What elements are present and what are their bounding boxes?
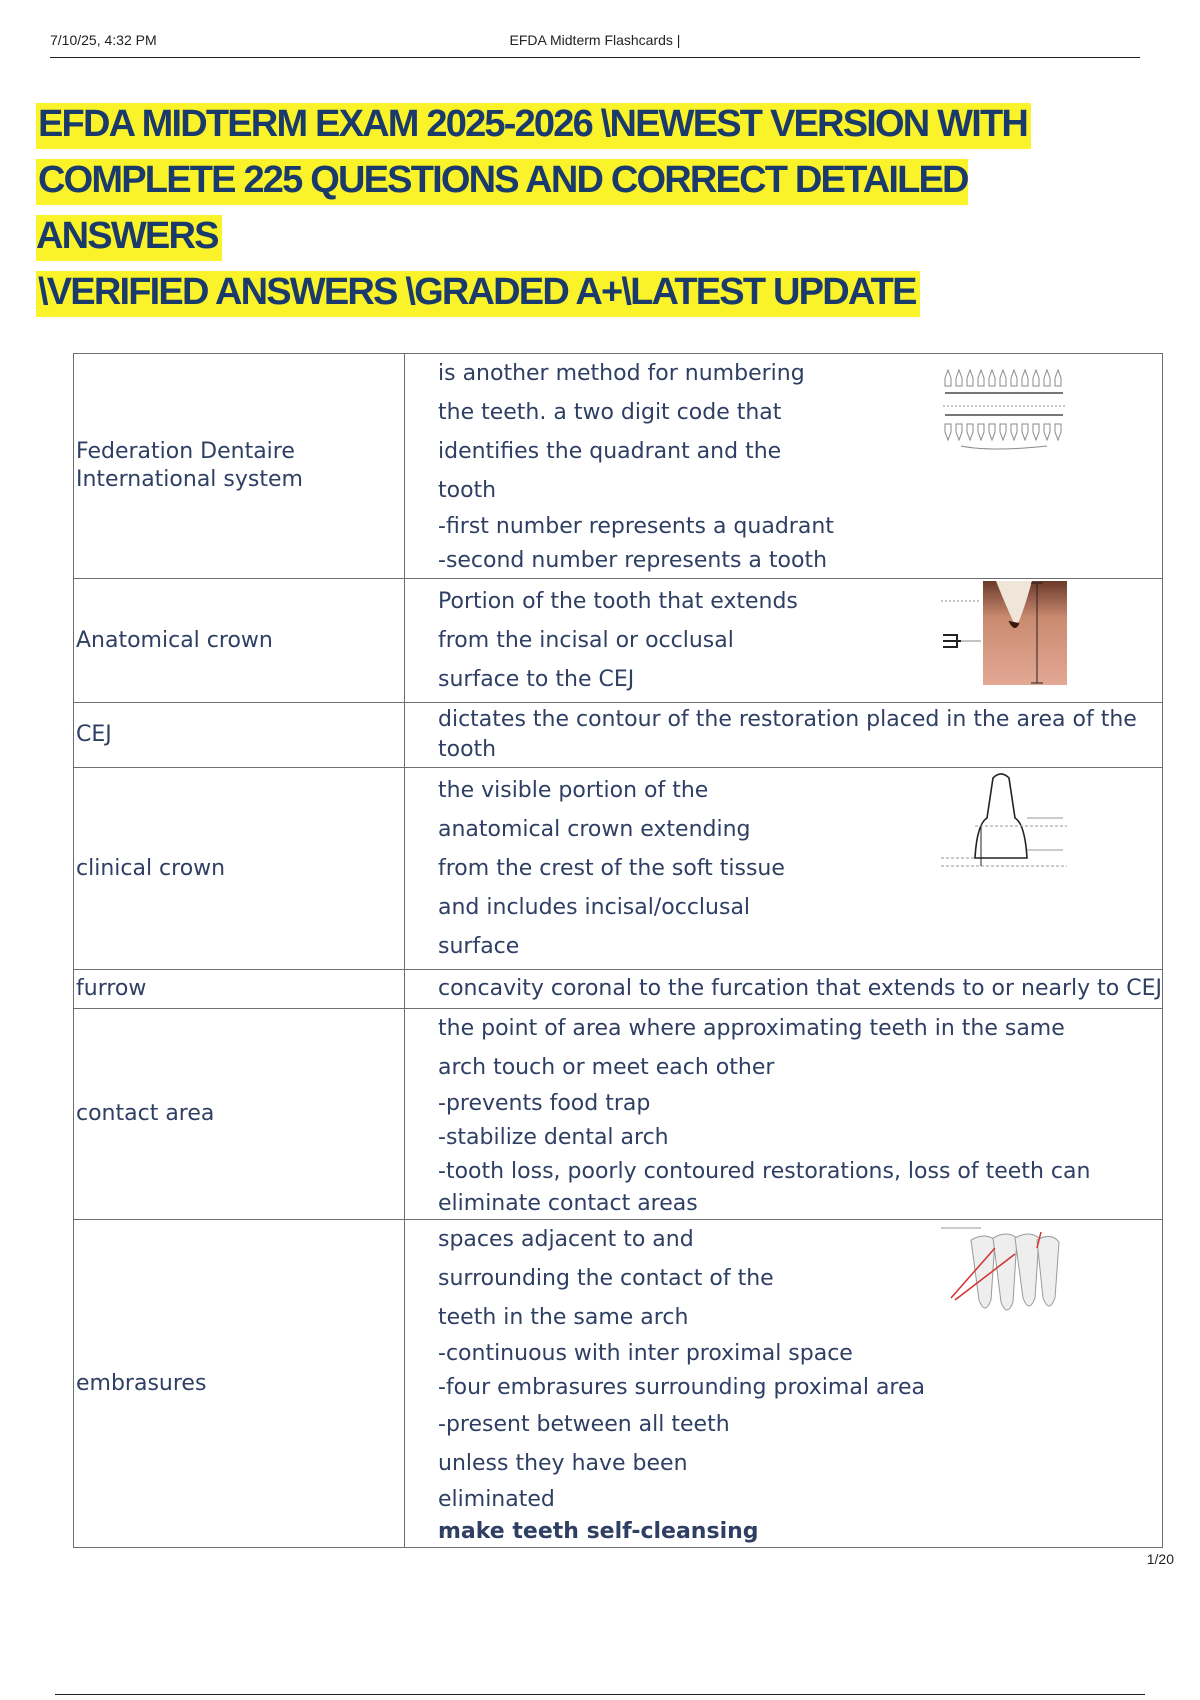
flashcard-row <box>74 970 1163 1009</box>
definition-line: surface to the CEJ <box>438 667 635 692</box>
definition-line: dictates the contour of the restoration placed in the area of the <box>438 707 1137 732</box>
title-line-2: COMPLETE 225 QUESTIONS AND CORRECT DETAILED ANSWERS <box>36 159 968 261</box>
flashcard-term: contact area <box>74 1009 405 1220</box>
definition-line: eliminated <box>438 1487 555 1512</box>
flashcard-row <box>74 1009 1163 1220</box>
print-header <box>50 30 1140 58</box>
title-line-3: \VERIFIED ANSWERS \GRADED A+\LATEST UPDATE <box>36 271 920 317</box>
flashcard-definition <box>405 354 1163 579</box>
page-number: 1/20 <box>1146 1551 1174 1567</box>
flashcard-row <box>74 1220 1163 1548</box>
definition-line: surrounding the contact of the <box>438 1266 774 1291</box>
definition-line: unless they have been <box>438 1451 688 1476</box>
document-title <box>36 96 1096 320</box>
title-line-1: EFDA MIDTERM EXAM 2025-2026 \NEWEST VERSION WITH <box>36 103 1031 149</box>
print-doc-title: EFDA Midterm Flashcards | <box>509 32 681 48</box>
flashcard-row <box>74 579 1163 703</box>
definition-line: make teeth self-cleansing <box>438 1519 759 1544</box>
flashcard-term: embrasures <box>74 1220 405 1548</box>
definition-line: spaces adjacent to and <box>438 1227 694 1252</box>
flashcard-definition <box>405 1009 1163 1220</box>
definition-line: from the incisal or occlusal <box>438 628 734 653</box>
definition-line: eliminate contact areas <box>438 1191 698 1216</box>
definition-line: -prevents food trap <box>438 1091 651 1116</box>
flashcard-definition <box>405 1220 1163 1548</box>
flashcard-definition <box>405 768 1163 970</box>
print-timestamp: 7/10/25, 4:32 PM <box>50 32 157 48</box>
flashcard-definition <box>405 579 1163 703</box>
definition-line: -continuous with inter proximal space <box>438 1341 853 1366</box>
anatomical-crown-image <box>941 581 1067 685</box>
flashcard-term: Anatomical crown <box>74 579 405 703</box>
definition-line: and includes incisal/occlusal <box>438 895 751 920</box>
definition-line: tooth <box>438 478 497 503</box>
definition-line: arch touch or meet each other <box>438 1055 775 1080</box>
footer-rule <box>55 1694 1145 1695</box>
flashcard-term: clinical crown <box>74 768 405 970</box>
definition-line: the visible portion of the <box>438 778 709 803</box>
definition-line: surface <box>438 934 520 959</box>
definition-line: concavity coronal to the furcation that extends to or nearly to CEJ <box>438 976 1162 1001</box>
definition-line: -four embrasures surrounding proximal area <box>438 1375 926 1400</box>
flashcard-term: CEJ <box>74 703 405 768</box>
definition-line: tooth <box>438 737 497 762</box>
definition-line: -tooth loss, poorly contoured restorations, loss of teeth can <box>438 1159 1091 1184</box>
embrasures-teeth-image <box>941 1224 1067 1328</box>
definition-line: is another method for numbering <box>438 361 805 386</box>
definition-line: teeth in the same arch <box>438 1305 689 1330</box>
clinical-crown-diagram-image <box>941 770 1067 874</box>
definition-line: the teeth. a two digit code that <box>438 400 782 425</box>
definition-line: -first number represents a quadrant <box>438 514 834 539</box>
definition-line: identifies the quadrant and the <box>438 439 782 464</box>
flashcard-definition <box>405 703 1163 768</box>
flashcard-table <box>73 353 1163 1548</box>
tooth-numbering-chart-image <box>941 362 1067 458</box>
flashcard-row <box>74 703 1163 768</box>
flashcard-term: Federation Dentaire International system <box>74 354 405 579</box>
flashcard-definition <box>405 970 1163 1009</box>
definition-line: from the crest of the soft tissue <box>438 856 785 881</box>
definition-line: -second number represents a tooth <box>438 548 828 573</box>
definition-line: Portion of the tooth that extends <box>438 589 798 614</box>
definition-line: anatomical crown extending <box>438 817 751 842</box>
definition-line: -present between all teeth <box>438 1412 730 1437</box>
flashcard-term: furrow <box>74 970 405 1009</box>
definition-line: -stabilize dental arch <box>438 1125 669 1150</box>
definition-line: the point of area where approximating teeth in the same <box>438 1016 1065 1041</box>
flashcard-row <box>74 768 1163 970</box>
flashcard-row <box>74 354 1163 579</box>
